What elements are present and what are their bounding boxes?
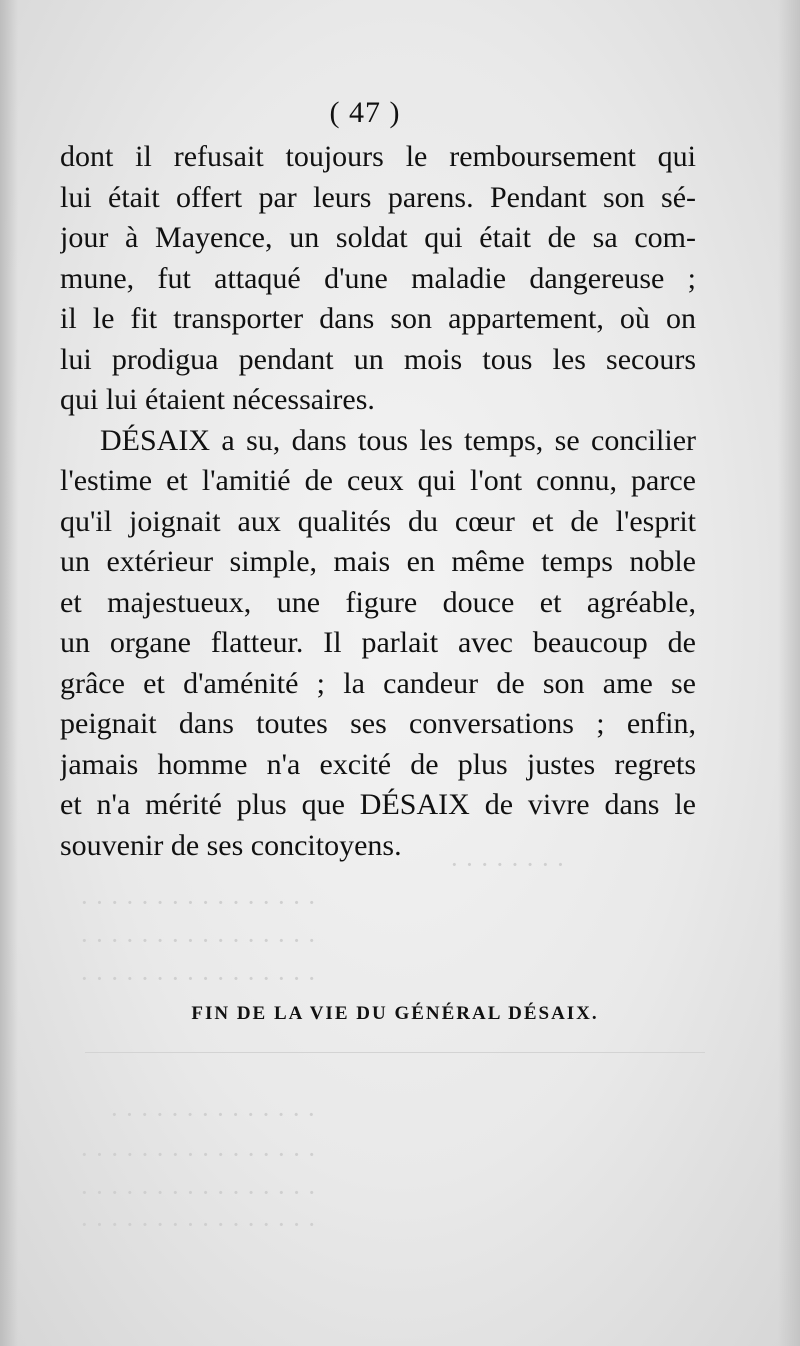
text-line: et majestueux, une figure douce et agréable, [60, 585, 696, 619]
text-line: mune, fut attaqué d'une maladie dangereuse ; [60, 261, 696, 295]
text-line: un organe flatteur. Il parlait avec beaucoup de [60, 626, 696, 659]
text-line: DÉSAIX a su, dans tous les temps, se concilier [100, 423, 696, 457]
bleed-through-text: · · · · · · · · · · · · · · · · [80, 888, 317, 917]
divider [85, 1052, 705, 1053]
body-text [60, 137, 696, 866]
text-line: et n'a mérité plus que DÉSAIX de vivre dans le [60, 788, 696, 821]
closing-heading: FIN DE LA VIE DU GÉNÉRAL DÉSAIX. [191, 1003, 599, 1024]
bleed-through-text: · · · · · · · · [450, 850, 565, 879]
text-line: qui lui étaient nécessaires. [60, 383, 375, 416]
bleed-through-text: · · · · · · · · · · · · · · · · [80, 1210, 317, 1239]
text-line: jour à Mayence, un soldat qui était de sa com- [60, 221, 696, 254]
page-number: ( 47 ) [329, 96, 401, 129]
text-line: dont il refusait toujours le remboursement qui [60, 140, 696, 173]
text-line: l'estime et l'amitié de ceux qui l'ont connu, parce [60, 464, 696, 497]
bleed-through-text: · · · · · · · · · · · · · · · · [80, 1140, 317, 1169]
text-line: souvenir de ses concitoyens. [60, 828, 402, 862]
text-line: lui prodigua pendant un mois tous les secours [60, 342, 696, 376]
bleed-through-text: · · · · · · · · · · · · · · [110, 1100, 316, 1129]
text-line: il le fit transporter dans son appartement, où on [60, 302, 696, 335]
text-line: lui était offert par leurs parens. Pendant son sé- [60, 180, 696, 214]
text-line: jamais homme n'a excité de plus justes regrets [60, 747, 696, 781]
bleed-through-text: · · · · · · · · · · · · · · · · [80, 964, 317, 993]
page-edge-shadow-right [778, 0, 800, 1346]
text-line: peignait dans toutes ses conversations ; enfin, [60, 707, 696, 740]
text-line: grâce et d'aménité ; la candeur de son ame se [60, 666, 696, 700]
bleed-through-text: · · · · · · · · · · · · · · · · [80, 1178, 317, 1207]
text-line: un extérieur simple, mais en même temps noble [60, 545, 696, 578]
bleed-through-text: · · · · · · · · · · · · · · · · [80, 926, 317, 955]
text-line: qu'il joignait aux qualités du cœur et de l'esprit [60, 504, 696, 538]
page-edge-shadow-left [0, 0, 18, 1346]
